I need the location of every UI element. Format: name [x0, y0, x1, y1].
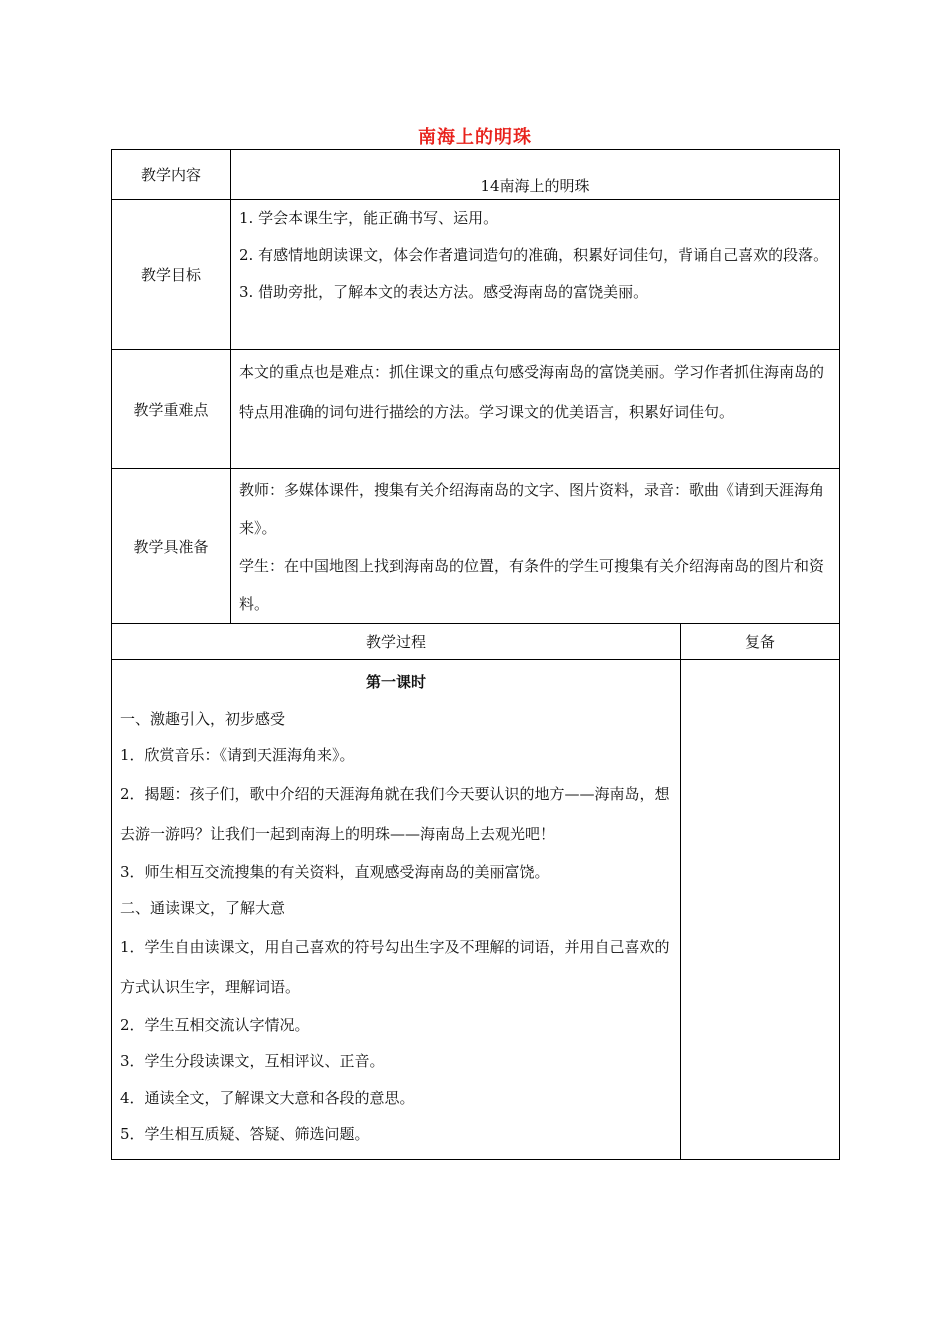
review-header: 复备 — [681, 624, 840, 660]
process-line: 一、激趣引入，初步感受 — [120, 709, 286, 728]
row-teaching-content — [112, 150, 840, 200]
process-line: 2．揭题：孩子们，歌中介绍的天涯海角就在我们今天要认识的地方——海南岛，想去游一游吗？让我们一起到南海上的明珠——海南岛上去观光吧！ — [120, 784, 670, 843]
row-process-body — [112, 660, 840, 1160]
process-body — [112, 660, 681, 1160]
lesson-plan-table — [111, 149, 840, 1160]
prep-student: 学生：在中国地图上找到海南岛的位置，有条件的学生可搜集有关介绍海南岛的图片和资料。 — [239, 557, 825, 613]
process-line: 二、通读课文，了解大意 — [120, 899, 286, 917]
value-teaching-prep — [231, 469, 840, 624]
row-teaching-prep — [112, 469, 840, 624]
page-title: 南海上的明珠 — [418, 127, 532, 148]
value-key-points — [231, 350, 840, 469]
label-key-points: 教学重难点 — [112, 350, 231, 469]
goal-item: 1. 学会本课生字，能正确书写、运用。 — [239, 209, 499, 227]
goal-item: 2. 有感情地朗读课文，体会作者遣词造句的准确，积累好词佳句，背诵自己喜欢的段落。 — [239, 246, 829, 264]
process-line: 5．学生相互质疑、答疑、筛选问题。 — [120, 1125, 370, 1143]
process-line: 3．学生分段读课文，互相评议、正音。 — [120, 1052, 385, 1070]
prep-teacher: 教师：多媒体课件，搜集有关介绍海南岛的文字、图片资料，录音：歌曲《请到天涯海角来》。 — [239, 481, 825, 537]
process-line: 4．通读全文，了解课文大意和各段的意思。 — [120, 1088, 415, 1107]
value-teaching-goals — [231, 200, 840, 350]
row-process-header — [112, 624, 840, 660]
process-header: 教学过程 — [112, 624, 681, 660]
review-body — [681, 660, 840, 1160]
row-key-points — [112, 350, 840, 469]
value-teaching-content: 14南海上的明珠 — [231, 150, 840, 200]
key-points-text: 本文的重点也是难点：抓住课文的重点句感受海南岛的富饶美丽。学习作者抓住海南岛的特点用准确的词句进行描绘的方法。学习课文的优美语言，积累好词佳句。 — [239, 363, 825, 421]
label-teaching-goals: 教学目标 — [112, 200, 231, 350]
row-teaching-goals — [112, 200, 840, 350]
label-teaching-content: 教学内容 — [112, 150, 231, 200]
label-teaching-prep: 教学具准备 — [112, 469, 231, 624]
lesson-title: 第一课时 — [365, 673, 426, 691]
process-line: 3．师生相互交流搜集的有关资料，直观感受海南岛的美丽富饶。 — [120, 862, 550, 881]
process-line: 1．学生自由读课文，用自己喜欢的符号勾出生字及不理解的词语，并用自己喜欢的方式认识生字，理解词语。 — [120, 937, 670, 996]
goal-item: 3. 借助旁批，了解本文的表达方法。感受海南岛的富饶美丽。 — [239, 283, 649, 301]
process-line: 1．欣赏音乐：《请到天涯海角来》。 — [120, 746, 355, 764]
process-line: 2．学生互相交流认字情况。 — [120, 1015, 310, 1034]
